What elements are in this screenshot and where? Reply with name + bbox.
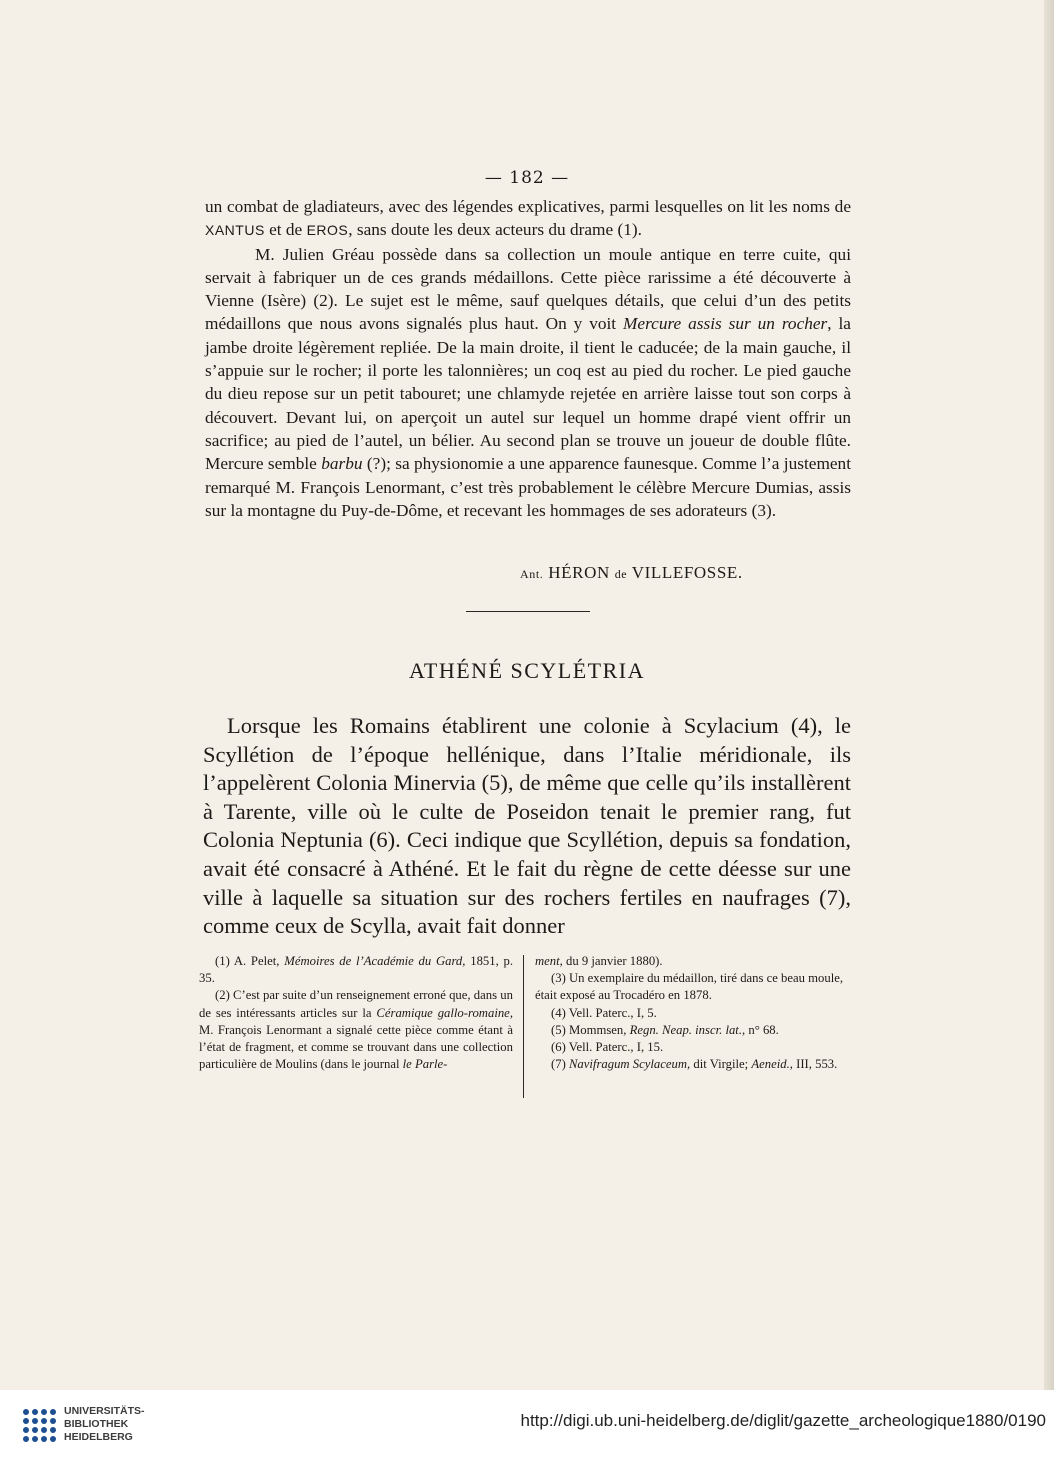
library-name: UNIVERSITÄTS- BIBLIOTHEK HEIDELBERG bbox=[64, 1405, 145, 1443]
footnotes bbox=[199, 953, 852, 1101]
footnote-2-continued: ment, du 9 janvier 1880). bbox=[535, 954, 663, 968]
permalink-url[interactable]: http://digi.ub.uni-heidelberg.de/diglit/gazette_archeologique1880/0190 bbox=[520, 1411, 1046, 1430]
section-divider bbox=[466, 611, 590, 612]
paragraph-2: M. Julien Gréau possède dans sa collection un moule antique en terre cuite, qui servait à fabriquer un de ces grands médaillons. Cette pièce rarissime a été découverte à Vienne (Isère) (2). Le sujet est le même, sauf quelques détails, que celui d’un des petits médaillons que nous avons signalés plus haut. On y voit Mercure assis sur un rocher, la jambe droite légèrement repliée. De la main droite, il tient le caducée; de la main gauche, il s’appuie sur le rocher; il porte les talonnières; un coq est au pied du rocher. Le pied gauche du dieu repose sur un petit tabouret; une chlamyde rejetée en arrière laisse tout son corps à découvert. Devant lui, on aperçoit un autel sur lequel un homme drapé vient offrir un sacrifice; au pied de l’autel, un bélier. Au second plan se trouve un joueur de double flûte. Mercure semble barbu (?); sa physionomie a une apparence faunesque. Comme l’a justement remarqué M. François Lenormant, c’est très probablement le célèbre Mercure Dumias, assis sur la montagne du Puy-de-Dôme, et recevant les hommages de ses adorateurs (3). bbox=[205, 244, 851, 520]
page-edge bbox=[1044, 0, 1054, 1390]
footnote-5: (5) Mommsen, Regn. Neap. inscr. lat., n° 68. bbox=[551, 1022, 779, 1037]
footnote-1: (1) A. Pelet, Mémoires de l’Académie du Gard, 1851, p. 35. bbox=[199, 954, 514, 986]
section-paragraph: Lorsque les Romains établirent une colonie à Scylacium (4), le Scyllétion de l’époque hellénique, dans l’Italie méridionale, ils l’appelèrent Colonia Minervia (5), de même que celle qu’ils installèrent à Tarente, ville où le culte de Poseidon tenait le premier rang, fut Colonia Neptunia (6). Ceci indique que Scyllétion, depuis sa fondation, avait été consacré à Athéné. Et le fait du règne de cette déesse sur une ville à laquelle sa situation sur des rochers fertiles en naufrages (7), comme ceux de Scylla, avait fait donner bbox=[203, 713, 851, 939]
paragraph-1: un combat de gladiateurs, avec des légendes explicatives, parmi lesquelles on lit les noms de XANTUS et de EROS, sans doute les deux acteurs du drame (1). bbox=[205, 197, 851, 240]
footnote-7: (7) Navifragum Scylaceum, dit Virgile; Aeneid., III, 553. bbox=[551, 1057, 838, 1072]
footnote-3: (3) Un exemplaire du médaillon, tiré dans ce beau moule, était exposé au Trocadéro en 1878. bbox=[535, 971, 844, 1003]
footnotes-left-column bbox=[199, 953, 513, 1073]
article-text bbox=[205, 195, 851, 522]
section-text bbox=[203, 712, 851, 941]
footnote-2: (2) C’est par suite d’un renseignement erroné que, dans un de ses intéressants articles sur la Céramique gallo-romaine, M. François Lenormant a signalé cette pièce comme étant à l’état de fragment, et comme se trouvant dans une collection particulière de Moulins (dans le journal le Parle- bbox=[199, 988, 513, 1072]
footnote-6: (6) Vell. Paterc., I, 15. bbox=[551, 1040, 664, 1055]
library-footer bbox=[0, 1390, 1054, 1462]
university-library-logo-icon bbox=[18, 1404, 60, 1446]
page-number: — 182 — bbox=[484, 168, 570, 188]
footnotes-right-column bbox=[535, 953, 851, 1073]
footnote-column-divider bbox=[523, 955, 524, 1098]
section-title: ATHÉNÉ SCYLÉTRIA bbox=[408, 658, 646, 683]
author-signature: Ant. HÉRON de VILLEFOSSE. bbox=[520, 563, 743, 582]
name-xantus: XANTUS bbox=[205, 222, 265, 239]
name-eros: EROS bbox=[306, 222, 349, 239]
footnote-4: (4) Vell. Paterc., I, 5. bbox=[551, 1005, 657, 1020]
